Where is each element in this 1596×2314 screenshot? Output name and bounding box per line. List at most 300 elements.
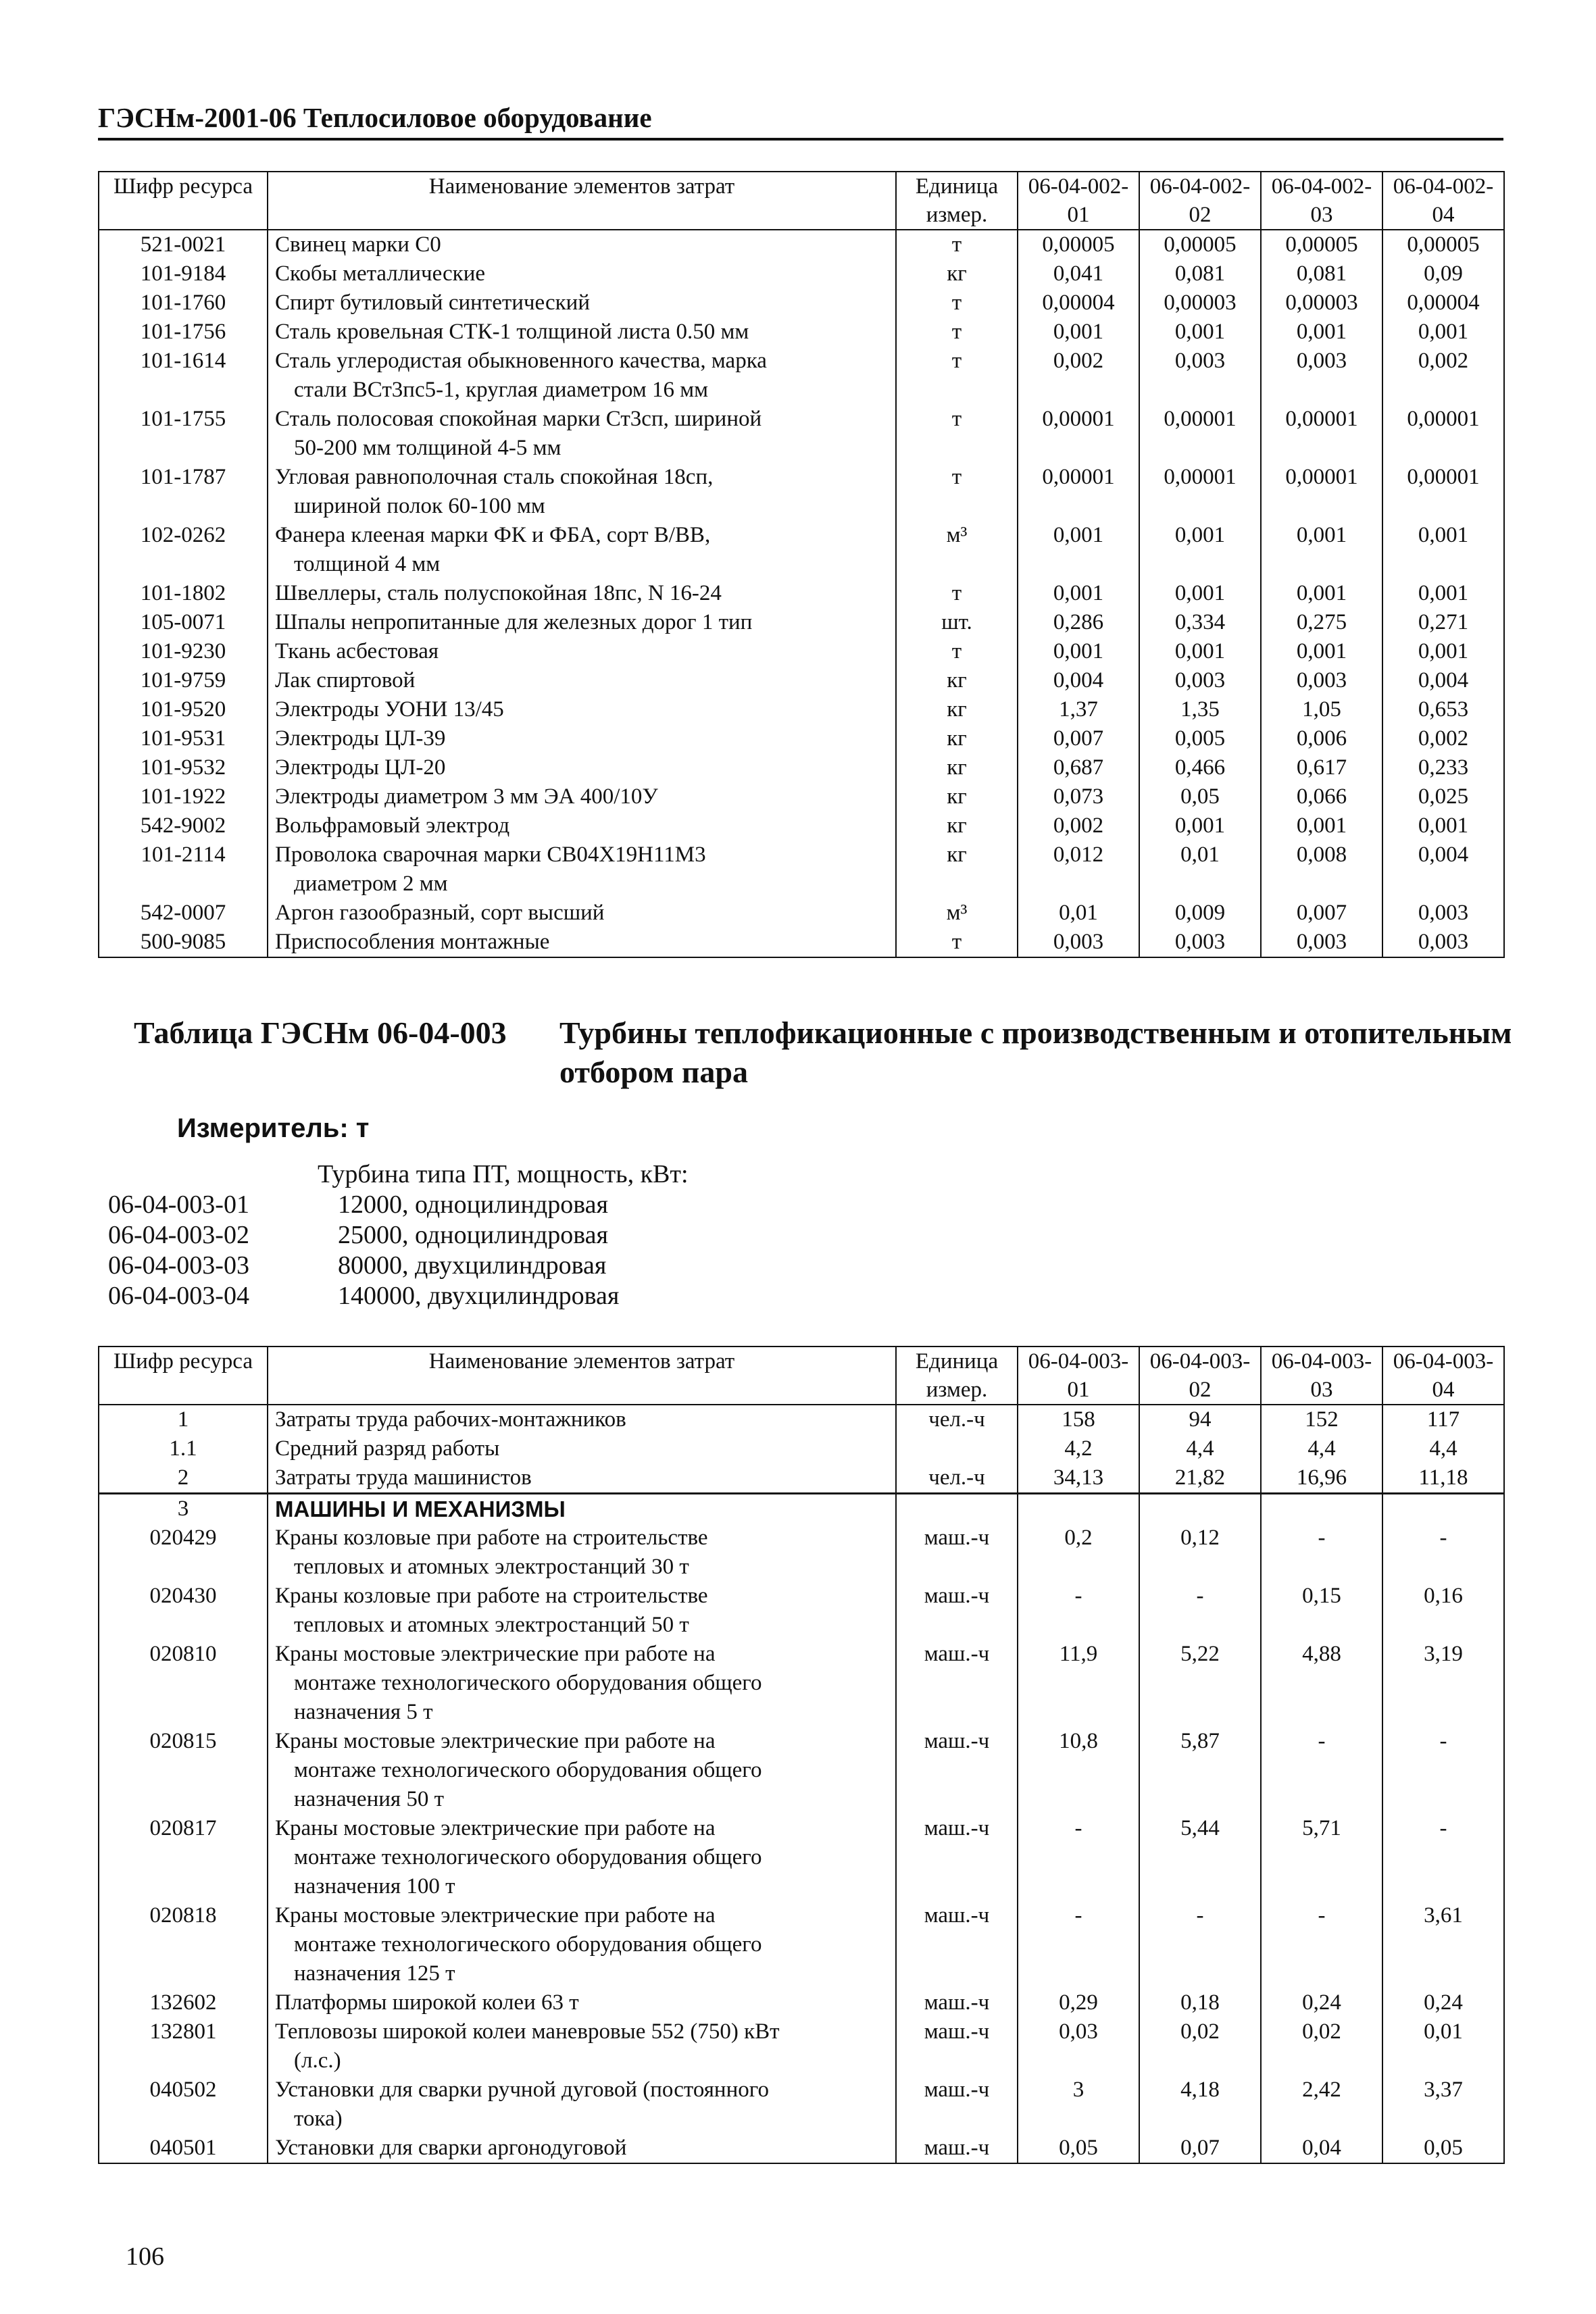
resource-code: 101-1922 — [99, 782, 268, 811]
resource-name — [268, 753, 896, 782]
value-cell: 5,87 — [1139, 1727, 1261, 1814]
resource-name — [268, 259, 896, 288]
value-cell: 117 — [1382, 1405, 1504, 1434]
value-cell: - — [1261, 1727, 1382, 1814]
resource-code: 542-9002 — [99, 811, 268, 840]
table-row — [99, 1901, 1504, 1988]
value-cell: 0,12 — [1139, 1524, 1261, 1582]
value-cell: 0,00005 — [1261, 230, 1382, 259]
value-cell: 0,001 — [1261, 521, 1382, 579]
resource-code: 101-1614 — [99, 347, 268, 405]
resource-code: 101-1787 — [99, 463, 268, 521]
resource-code: 101-1760 — [99, 288, 268, 318]
value-cell: 0,466 — [1139, 753, 1261, 782]
table-row — [99, 579, 1504, 608]
variants-title: Турбина типа ПТ, мощность, кВт: — [318, 1160, 689, 1188]
resource-code: 105-0071 — [99, 608, 268, 637]
value-cell: 0,00005 — [1018, 230, 1139, 259]
table-row — [99, 2017, 1504, 2076]
table-row — [99, 1463, 1504, 1494]
value-cell: 0,00001 — [1261, 463, 1382, 521]
table-row — [99, 288, 1504, 318]
resource-code: 102-0262 — [99, 521, 268, 579]
table-row — [99, 782, 1504, 811]
resource-name-line: Сталь углеродистая обыкновенного качества, марка — [275, 349, 767, 373]
resource-name-continuation: (л.с.) — [294, 2048, 341, 2073]
value-cell: 0,025 — [1382, 782, 1504, 811]
value-cell: 0,003 — [1261, 347, 1382, 405]
value-cell: 0,001 — [1261, 637, 1382, 666]
resource-name-continuation: диаметром 2 мм — [294, 872, 448, 896]
col-header-value: 06-04-003-03 — [1261, 1347, 1382, 1405]
unit-cell: т — [896, 318, 1018, 347]
variant-code: 06-04-003-02 — [108, 1221, 249, 1249]
col-header-unit: Единица измер. — [896, 1347, 1018, 1405]
value-cell: 0,001 — [1139, 521, 1261, 579]
resource-name — [268, 608, 896, 637]
unit-cell: т — [896, 405, 1018, 463]
resource-name — [268, 405, 896, 463]
value-cell: 0,00003 — [1139, 288, 1261, 318]
value-cell: 5,44 — [1139, 1814, 1261, 1901]
value-cell: 0,003 — [1018, 928, 1139, 957]
table-row — [99, 2134, 1504, 2163]
value-cell: 4,2 — [1018, 1434, 1139, 1463]
table-row — [99, 1582, 1504, 1640]
resource-name-line: Лак спиртовой — [275, 668, 416, 693]
resource-name-continuation: назначения 125 т — [294, 1961, 455, 1986]
value-cell: 4,18 — [1139, 2076, 1261, 2134]
unit-cell: кг — [896, 753, 1018, 782]
resource-name-continuation: монтаже технологического оборудования общего — [294, 1932, 762, 1957]
value-cell: 0,003 — [1261, 928, 1382, 957]
unit-cell: м³ — [896, 899, 1018, 928]
resource-code: 500-9085 — [99, 928, 268, 957]
table-row — [99, 753, 1504, 782]
unit-cell: кг — [896, 695, 1018, 724]
table-row — [99, 1727, 1504, 1814]
resource-code: 020430 — [99, 1582, 268, 1640]
col-header-code: Шифр ресурса — [99, 172, 268, 230]
resource-code: 101-2114 — [99, 840, 268, 899]
value-cell: 0,001 — [1382, 318, 1504, 347]
value-cell: 1,37 — [1018, 695, 1139, 724]
value-cell: 4,88 — [1261, 1640, 1382, 1727]
value-cell: 21,82 — [1139, 1463, 1261, 1494]
resource-name — [268, 230, 896, 259]
table-row — [99, 521, 1504, 579]
value-cell: 0,00001 — [1261, 405, 1382, 463]
value-cell: 0,001 — [1139, 318, 1261, 347]
unit-cell: маш.-ч — [896, 2017, 1018, 2076]
unit-cell: маш.-ч — [896, 1901, 1018, 1988]
value-cell: 0,006 — [1261, 724, 1382, 753]
resource-name — [268, 1434, 896, 1463]
col-header-value: 06-04-002-02 — [1139, 172, 1261, 230]
resource-code: 132602 — [99, 1988, 268, 2017]
resource-name — [268, 695, 896, 724]
variant-code: 06-04-003-04 — [108, 1282, 249, 1310]
variant-item — [108, 1281, 689, 1311]
value-cell: 0,07 — [1139, 2134, 1261, 2163]
col-header-name: Наименование элементов затрат — [268, 1347, 896, 1405]
resource-name-line: Затраты труда машинистов — [275, 1465, 532, 1490]
resource-code: 101-9759 — [99, 666, 268, 695]
value-cell: 0,275 — [1261, 608, 1382, 637]
resource-code: 101-9520 — [99, 695, 268, 724]
value-cell: 34,13 — [1018, 1463, 1139, 1494]
value-cell: 0,066 — [1261, 782, 1382, 811]
variant-desc: 140000, двухцилиндровая — [338, 1282, 620, 1310]
value-cell: 0,01 — [1139, 840, 1261, 899]
value-cell: 0,00001 — [1382, 463, 1504, 521]
unit-cell: маш.-ч — [896, 2134, 1018, 2163]
resource-name — [268, 782, 896, 811]
unit-cell: шт. — [896, 608, 1018, 637]
unit-cell: т — [896, 637, 1018, 666]
unit-cell: т — [896, 347, 1018, 405]
resources-table-2 — [98, 1346, 1505, 2164]
value-cell: 0,001 — [1139, 811, 1261, 840]
resource-name — [268, 579, 896, 608]
unit-cell: маш.-ч — [896, 1582, 1018, 1640]
value-cell: 158 — [1018, 1405, 1139, 1434]
value-cell: 0,003 — [1139, 928, 1261, 957]
value-cell: 3,61 — [1382, 1901, 1504, 1988]
value-cell: 0,00001 — [1018, 405, 1139, 463]
resource-code: 020818 — [99, 1901, 268, 1988]
unit-cell: кг — [896, 724, 1018, 753]
resource-code: 101-9532 — [99, 753, 268, 782]
resource-name-continuation: назначения 5 т — [294, 1700, 433, 1724]
resource-code: 020817 — [99, 1814, 268, 1901]
resource-name-line: Краны мостовые электрические при работе на — [275, 1729, 716, 1753]
value-cell: 0,001 — [1018, 579, 1139, 608]
value-cell: 11,18 — [1382, 1463, 1504, 1494]
resource-code: 040501 — [99, 2134, 268, 2163]
resource-name-line: Проволока сварочная марки СВ04Х19Н11М3 — [275, 842, 706, 867]
value-cell: - — [1139, 1901, 1261, 1988]
value-cell: 3,37 — [1382, 2076, 1504, 2134]
resource-code: 1 — [99, 1405, 268, 1434]
resource-name-line: Сталь кровельная СТК-1 толщиной листа 0.50 мм — [275, 320, 749, 344]
page-number: 106 — [126, 2242, 164, 2271]
value-cell: 0,001 — [1261, 579, 1382, 608]
value-cell: 0,004 — [1382, 666, 1504, 695]
resource-name — [268, 1582, 896, 1640]
unit-cell: т — [896, 579, 1018, 608]
resource-name-line: Аргон газообразный, сорт высший — [275, 901, 605, 925]
resource-name-continuation: монтаже технологического оборудования общего — [294, 1758, 762, 1782]
resource-name — [268, 2076, 896, 2134]
value-cell: 0,073 — [1018, 782, 1139, 811]
value-cell: 0,05 — [1382, 2134, 1504, 2163]
resource-name-line: Тепловозы широкой колеи маневровые 552 (750) кВт — [275, 2019, 780, 2044]
value-cell: 0,002 — [1382, 724, 1504, 753]
table-row — [99, 259, 1504, 288]
resource-name — [268, 347, 896, 405]
resource-code: 101-9531 — [99, 724, 268, 753]
value-cell: 0,24 — [1261, 1988, 1382, 2017]
table-row — [99, 1814, 1504, 1901]
col-header-value: 06-04-002-01 — [1018, 172, 1139, 230]
resource-code: 020810 — [99, 1640, 268, 1727]
resource-name-line: Приспособления монтажные — [275, 930, 550, 954]
table-row — [99, 405, 1504, 463]
value-cell: 0,687 — [1018, 753, 1139, 782]
resource-name — [268, 1524, 896, 1582]
unit-cell: маш.-ч — [896, 1988, 1018, 2017]
resource-name — [268, 1727, 896, 1814]
resource-name-line: Затраты труда рабочих-монтажников — [275, 1407, 626, 1432]
resource-name-line: Установки для сварки аргонодуговой — [275, 2136, 627, 2160]
value-cell: 0,001 — [1382, 521, 1504, 579]
resource-name-continuation: стали ВСт3пс5-1, круглая диаметром 16 мм — [294, 378, 709, 402]
table-row — [99, 463, 1504, 521]
resource-name-line: Скобы металлические — [275, 261, 486, 286]
value-cell: 4,4 — [1261, 1434, 1382, 1463]
unit-cell: маш.-ч — [896, 1727, 1018, 1814]
resource-name-line: Платформы широкой колеи 63 т — [275, 1990, 579, 2015]
value-cell: 0,004 — [1382, 840, 1504, 899]
value-cell: 0,001 — [1261, 811, 1382, 840]
resource-name-line: Шпалы непропитанные для железных дорог 1 тип — [275, 610, 753, 634]
resource-name — [268, 1463, 896, 1494]
value-cell: 0,00001 — [1018, 463, 1139, 521]
value-cell: 0,00005 — [1139, 230, 1261, 259]
value-cell: 0,15 — [1261, 1582, 1382, 1640]
table-row — [99, 695, 1504, 724]
value-cell: 0,286 — [1018, 608, 1139, 637]
value-cell: 0,041 — [1018, 259, 1139, 288]
resource-name — [268, 1901, 896, 1988]
value-cell: - — [1018, 1814, 1139, 1901]
resource-name — [268, 318, 896, 347]
value-cell: 0,00001 — [1139, 405, 1261, 463]
meter: Измеритель: т — [177, 1113, 370, 1143]
value-cell: 0,02 — [1139, 2017, 1261, 2076]
table-row — [99, 899, 1504, 928]
value-cell: 0,18 — [1139, 1988, 1261, 2017]
unit-cell: чел.-ч — [896, 1463, 1018, 1494]
variant-desc: 12000, одноцилиндровая — [338, 1190, 609, 1219]
value-cell: 0,008 — [1261, 840, 1382, 899]
resource-name-line: Вольфрамовый электрод — [275, 813, 510, 838]
resource-name — [268, 521, 896, 579]
value-cell: 0,003 — [1139, 666, 1261, 695]
value-cell: 10,8 — [1018, 1727, 1139, 1814]
resource-code: 2 — [99, 1463, 268, 1494]
col-header-unit: Единица измер. — [896, 172, 1018, 230]
variant-item — [108, 1251, 689, 1281]
value-cell: 0,04 — [1261, 2134, 1382, 2163]
resource-name-line: Краны мостовые электрические при работе на — [275, 1903, 716, 1928]
value-cell: 0,007 — [1261, 899, 1382, 928]
table-row — [99, 2076, 1504, 2134]
resource-name-line: Свинец марки С0 — [275, 232, 441, 257]
value-cell: - — [1018, 1901, 1139, 1988]
table-row — [99, 724, 1504, 753]
value-cell: 3,19 — [1382, 1640, 1504, 1727]
resource-name-continuation: тепловых и атомных электростанций 30 т — [294, 1555, 689, 1579]
value-cell: 0,001 — [1018, 637, 1139, 666]
resource-name — [268, 899, 896, 928]
value-cell: 0,24 — [1382, 1988, 1504, 2017]
variant-desc: 80000, двухцилиндровая — [338, 1251, 607, 1280]
resource-name-continuation: 50-200 мм толщиной 4-5 мм — [294, 436, 562, 460]
col-header-value: 06-04-002-04 — [1382, 172, 1504, 230]
resource-name-line: Спирт бутиловый синтетический — [275, 291, 590, 315]
unit-cell: кг — [896, 811, 1018, 840]
resource-name — [268, 637, 896, 666]
value-cell: 5,71 — [1261, 1814, 1382, 1901]
resource-name-line: Угловая равнополочная сталь спокойная 18сп, — [275, 465, 714, 489]
unit-cell: маш.-ч — [896, 1640, 1018, 1727]
unit-cell: маш.-ч — [896, 1814, 1018, 1901]
resource-code: 101-1802 — [99, 579, 268, 608]
col-header-value: 06-04-003-04 — [1382, 1347, 1504, 1405]
value-cell: 152 — [1261, 1405, 1382, 1434]
value-cell: 0,004 — [1018, 666, 1139, 695]
unit-cell: маш.-ч — [896, 1524, 1018, 1582]
resource-name-continuation: тепловых и атомных электростанций 50 т — [294, 1613, 689, 1637]
col-header-value: 06-04-002-03 — [1261, 172, 1382, 230]
unit-cell — [896, 1434, 1018, 1463]
value-cell: 0,005 — [1139, 724, 1261, 753]
resource-name-continuation: назначения 50 т — [294, 1787, 444, 1811]
table-title-label: Таблица ГЭСНм 06-04-003 — [134, 1015, 507, 1050]
table-row — [99, 230, 1504, 259]
value-cell: 16,96 — [1261, 1463, 1382, 1494]
value-cell: 0,007 — [1018, 724, 1139, 753]
unit-cell — [896, 1494, 1018, 1524]
table-row — [99, 318, 1504, 347]
value-cell: 0,05 — [1018, 2134, 1139, 2163]
value-cell: 0,003 — [1382, 899, 1504, 928]
table-row — [99, 1524, 1504, 1582]
resource-name-continuation: шириной полок 60-100 мм — [294, 494, 545, 518]
unit-cell: м³ — [896, 521, 1018, 579]
table-row — [99, 608, 1504, 637]
resource-name — [268, 463, 896, 521]
resource-code: 542-0007 — [99, 899, 268, 928]
value-cell: 0,02 — [1261, 2017, 1382, 2076]
resource-name — [268, 1494, 896, 1524]
value-cell: 0,001 — [1261, 318, 1382, 347]
value-cell: 0,002 — [1018, 811, 1139, 840]
resource-name — [268, 2134, 896, 2163]
table-row — [99, 1988, 1504, 2017]
table-row — [99, 811, 1504, 840]
value-cell: 0,081 — [1139, 259, 1261, 288]
resource-name-line: Краны козловые при работе на строительстве — [275, 1584, 708, 1608]
unit-cell: чел.-ч — [896, 1405, 1018, 1434]
value-cell: 11,9 — [1018, 1640, 1139, 1727]
table-row — [99, 840, 1504, 899]
unit-cell: кг — [896, 840, 1018, 899]
value-cell: 0,001 — [1018, 521, 1139, 579]
value-cell: 0,003 — [1382, 928, 1504, 957]
resource-code: 020815 — [99, 1727, 268, 1814]
resource-name — [268, 1640, 896, 1727]
resource-name — [268, 288, 896, 318]
table-header — [99, 172, 1504, 230]
value-cell: 0,001 — [1018, 318, 1139, 347]
resource-name — [268, 928, 896, 957]
value-cell: 0,01 — [1018, 899, 1139, 928]
resource-name — [268, 840, 896, 899]
unit-cell: маш.-ч — [896, 2076, 1018, 2134]
table-row — [99, 347, 1504, 405]
variant-desc: 25000, одноцилиндровая — [338, 1221, 609, 1249]
value-cell: 0,001 — [1139, 579, 1261, 608]
value-cell: 0,2 — [1018, 1524, 1139, 1582]
resource-code: 1.1 — [99, 1434, 268, 1463]
value-cell: 0,334 — [1139, 608, 1261, 637]
value-cell: - — [1382, 1727, 1504, 1814]
value-cell: 0,09 — [1382, 259, 1504, 288]
value-cell: 0,081 — [1261, 259, 1382, 288]
variant-item — [108, 1190, 689, 1220]
resource-name-continuation: толщиной 4 мм — [294, 552, 441, 576]
value-cell: 0,653 — [1382, 695, 1504, 724]
resource-name-line: Сталь полосовая спокойная марки Ст3сп, шириной — [275, 407, 762, 431]
unit-cell: т — [896, 230, 1018, 259]
table-row — [99, 928, 1504, 957]
value-cell: 0,00003 — [1261, 288, 1382, 318]
value-cell: - — [1018, 1582, 1139, 1640]
resource-name — [268, 1405, 896, 1434]
value-cell: 0,00005 — [1382, 230, 1504, 259]
resource-code: 020429 — [99, 1524, 268, 1582]
variant-code: 06-04-003-03 — [108, 1251, 249, 1280]
resource-code: 3 — [99, 1494, 268, 1524]
value-cell: 0,03 — [1018, 2017, 1139, 2076]
value-cell: - — [1139, 1582, 1261, 1640]
resource-name-line: Электроды ЦЛ-39 — [275, 726, 446, 751]
value-cell — [1382, 1494, 1504, 1524]
value-cell: 94 — [1139, 1405, 1261, 1434]
col-header-name: Наименование элементов затрат — [268, 172, 896, 230]
value-cell: - — [1382, 1814, 1504, 1901]
value-cell: 4,4 — [1382, 1434, 1504, 1463]
resource-name-line: Швеллеры, сталь полуспокойная 18пс, N 16-24 — [275, 581, 722, 605]
resource-name-line: Краны мостовые электрические при работе на — [275, 1642, 716, 1666]
table-row — [99, 1434, 1504, 1463]
resource-name-line: Фанера клееная марки ФК и ФБА, сорт В/ВВ, — [275, 523, 711, 547]
value-cell: 0,012 — [1018, 840, 1139, 899]
resource-name — [268, 666, 896, 695]
resource-name — [268, 2017, 896, 2076]
value-cell: 0,009 — [1139, 899, 1261, 928]
value-cell: - — [1382, 1524, 1504, 1582]
value-cell: 4,4 — [1139, 1434, 1261, 1463]
value-cell: 0,001 — [1382, 811, 1504, 840]
value-cell: 0,16 — [1382, 1582, 1504, 1640]
variant-item — [108, 1220, 689, 1251]
value-cell: - — [1261, 1524, 1382, 1582]
resource-code: 101-9184 — [99, 259, 268, 288]
table-row — [99, 1494, 1504, 1524]
value-cell: 0,05 — [1139, 782, 1261, 811]
resource-name-line: Средний разряд работы — [275, 1436, 500, 1461]
col-header-value: 06-04-003-01 — [1018, 1347, 1139, 1405]
unit-cell: кг — [896, 782, 1018, 811]
resource-code: 101-1755 — [99, 405, 268, 463]
unit-cell: кг — [896, 666, 1018, 695]
value-cell: - — [1261, 1901, 1382, 1988]
resource-name-line: Установки для сварки ручной дуговой (постоянного — [275, 2078, 769, 2102]
